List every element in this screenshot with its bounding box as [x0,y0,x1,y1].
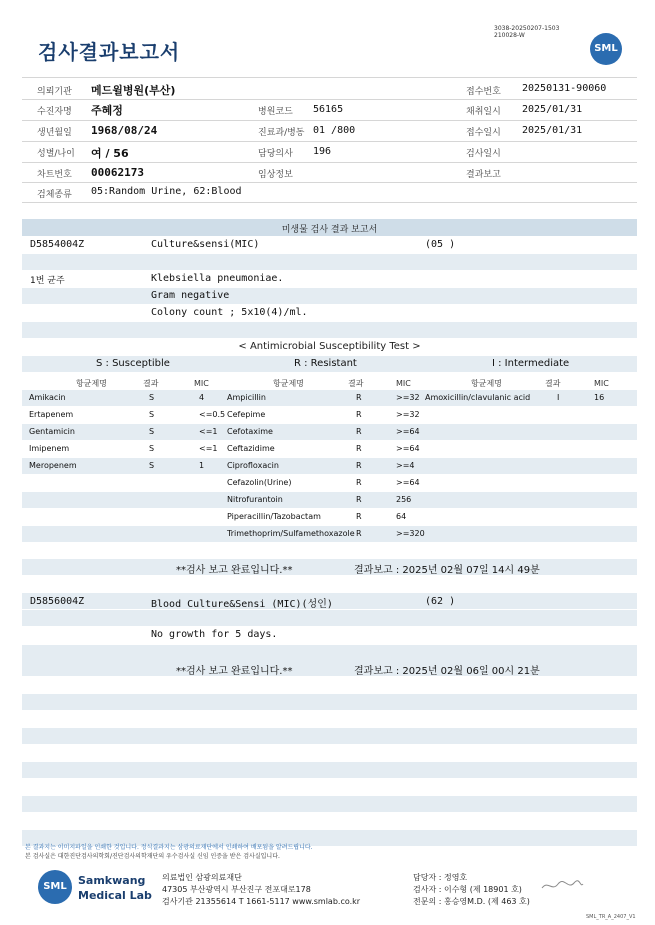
requester-value: 주혜정 [91,104,123,117]
ast-result-cell: S [149,444,155,453]
divider [22,99,637,100]
staff-contact: 담당자 : 정영호 [413,873,468,882]
colony-count: Colony count ; 5x10(4)/ml. [151,307,308,318]
ast-drug-cell: Gentamicin [29,427,75,436]
collection-date-label: 채취일시 [466,107,501,117]
ast-drug-cell: Cefepime [227,410,266,419]
test1-code: D5854004Z [30,239,85,250]
ast-drug-cell: Imipenem [29,444,70,453]
org-name: 의료법인 삼광의료재단 [162,873,242,882]
ast-mic-cell: >=64 [396,444,420,453]
ast-mic-cell: 1 [199,461,205,470]
ast-mic-cell: 64 [396,512,407,521]
ast-result-cell: R [356,512,362,521]
legend-susceptible: S : Susceptible [96,358,170,369]
ast-result-cell: R [356,427,362,436]
ast-result-cell: R [356,444,362,453]
row-band [22,492,637,508]
ast-result-cell: R [356,478,362,487]
collection-date-value: 2025/01/31 [522,104,583,115]
hospital-code-label: 병원코드 [258,107,293,117]
document-id [494,25,559,39]
chart-label: 차트번호 [37,170,72,180]
requester-label: 수진자명 [37,107,72,117]
ast-mic-cell: >=32 [396,393,420,402]
brand-name-1: Samkwang [78,874,146,887]
doctor-value: 196 [313,146,332,157]
ast-result-cell: S [149,393,155,402]
ast-drug-cell: Ertapenem [29,410,74,419]
ast-result-cell: I [557,393,560,402]
receipt-no-label: 접수번호 [466,87,501,97]
divider [22,202,637,203]
row-band [22,728,637,744]
institution-value: 메드윌병원(부산) [91,84,176,97]
row-band [22,762,637,778]
ast-mic-cell: >=320 [396,529,425,538]
section-title: 미생물 검사 결과 보고서 [281,225,378,235]
ast-mic-cell: >=4 [396,461,415,470]
contact: 검사기관 21355614 T 1661-5117 www.smlab.co.kr [162,897,361,906]
sml-logo-text: SML [594,43,618,54]
ast-drug-cell: Ciprofloxacin [227,461,279,470]
ast-drug-cell: Nitrofurantoin [227,495,283,504]
ast-drug-cell: Trimethoprim/Sulfamethoxazole [227,529,355,538]
ast-drug-cell: Ampicillin [227,393,266,402]
receipt-date-label: 접수일시 [466,128,501,138]
legend-resistant: R : Resistant [294,358,357,369]
brand-name-2: Medical Lab [78,889,152,902]
test2-specimen: (62 ) [425,596,456,607]
col3-drug-header: 항균제명 [471,379,502,388]
ast-mic-cell: >=64 [396,427,420,436]
birth-value: 1968/08/24 [91,124,158,137]
institution-label: 의뢰기관 [37,87,72,97]
receipt-no-value: 20250131-90060 [522,83,607,94]
report-label: 결과보고 [466,170,501,180]
col2-result-header: 결과 [348,379,364,388]
test2-name: Blood Culture&Sensi (MIC)(성인) [151,599,333,610]
organism-label: 1번 균주 [30,276,65,286]
ast-result-cell: R [356,495,362,504]
specimen-value: 05:Random Urine, 62:Blood [91,186,242,197]
row-band [22,559,637,575]
ast-result-cell: S [149,461,155,470]
ast-result-cell: R [356,529,362,538]
ast-mic-cell: >=32 [396,410,420,419]
report-time-1: 결과보고 : 2025년 02월 07일 14시 49분 [354,565,540,576]
ast-mic-cell: 256 [396,495,412,504]
test2-code: D5856004Z [30,596,85,607]
col3-mic-header: MIC [594,379,609,388]
row-band [22,796,637,812]
row-band [22,322,637,338]
organism-name: Klebsiella pneumoniae. [151,273,284,284]
footer-note-2: 본 검사실은 대한진단검사의학회/진단검사의학재단의 우수검사실 신임 인증을 받은 검사실입니다. [25,853,280,860]
col3-result-header: 결과 [545,379,561,388]
ast-mic-cell: 4 [199,393,205,402]
row-band [22,610,637,626]
address: 47305 부산광역시 부산진구 전포대로178 [162,885,311,894]
signature-image [540,878,585,894]
chart-value: 00062173 [91,166,144,179]
ast-result-cell: R [356,461,362,470]
ast-drug-cell: Amoxicillin/clavulanic acid [425,393,531,402]
col1-mic-header: MIC [194,379,209,388]
row-band [22,694,637,710]
sex-age-label: 성별/나이 [37,149,75,159]
row-band [22,458,637,474]
sml-footer-logo-text: SML [43,881,67,892]
doctor-label: 담당의사 [258,149,293,159]
ast-mic-cell: <=1 [199,427,218,436]
ast-title: < Antimicrobial Susceptibility Test > [238,341,421,352]
col1-drug-header: 항균제명 [76,379,107,388]
row-band [22,424,637,440]
col1-result-header: 결과 [143,379,159,388]
row-band [22,288,637,304]
document-id-line1: 3038-20250207-1503 [494,25,560,32]
gram-stain: Gram negative [151,290,230,301]
sex-age-value: 여 / 56 [91,147,129,160]
divider [22,77,637,78]
sml-footer-logo [38,870,72,904]
divider [22,162,637,163]
test1-name: Culture&sensi(MIC) [151,239,260,250]
document-id-line2: 210028-W [494,32,525,39]
ast-result-cell: R [356,393,362,402]
ast-mic-cell: >=64 [396,478,420,487]
report-complete-2: **검사 보고 완료입니다.** [176,666,293,677]
row-band [22,390,637,406]
row-band [22,645,637,661]
page-title: 검사결과보고서 [38,40,181,64]
col2-drug-header: 항균제명 [273,379,304,388]
ast-result-cell: S [149,427,155,436]
ast-result-cell: S [149,410,155,419]
ast-drug-cell: Cefazolin(Urine) [227,478,292,487]
hospital-code-value: 56165 [313,104,344,115]
ast-drug-cell: Piperacillin/Tazobactam [227,512,321,521]
footer-note-1: 본 결과지는 이미지파일을 인쇄한 것입니다. 정식결과지는 삼광의료재단에서 인쇄하여 배포됨을 알려드립니다. [25,844,313,851]
test2-result: No growth for 5 days. [151,629,278,640]
test1-specimen: (05 ) [425,239,456,250]
test-date-label: 검사일시 [466,149,501,159]
row-band [22,660,637,676]
birth-label: 생년월일 [37,128,72,138]
ast-drug-cell: Amikacin [29,393,66,402]
legend-intermediate: I : Intermediate [492,358,570,369]
staff-tester: 검사자 : 이수형 (제 18901 호) [413,885,522,894]
form-code: SML_TR_A_2407_V1 [586,914,636,920]
report-time-2: 결과보고 : 2025년 02월 06일 00시 21분 [354,666,540,677]
ast-drug-cell: Meropenem [29,461,77,470]
row-band [22,254,637,270]
dept-value: 01 /800 [313,125,356,136]
specimen-label: 검체종류 [37,190,72,200]
ast-drug-cell: Ceftazidime [227,444,275,453]
ast-drug-cell: Cefotaxime [227,427,273,436]
staff-specialist: 전문의 : 홍승영M.D. (제 463 호) [413,897,530,906]
clinical-label: 임상정보 [258,170,293,180]
divider [22,182,637,183]
divider [22,120,637,121]
dept-label: 진료과/병동 [258,128,305,138]
col2-mic-header: MIC [396,379,411,388]
sml-logo [590,33,622,65]
ast-mic-cell: 16 [594,393,605,402]
ast-mic-cell: <=1 [199,444,218,453]
report-complete-1: **검사 보고 완료입니다.** [176,565,293,576]
receipt-date-value: 2025/01/31 [522,125,583,136]
ast-mic-cell: <=0.5 [199,410,226,419]
ast-result-cell: R [356,410,362,419]
divider [22,141,637,142]
